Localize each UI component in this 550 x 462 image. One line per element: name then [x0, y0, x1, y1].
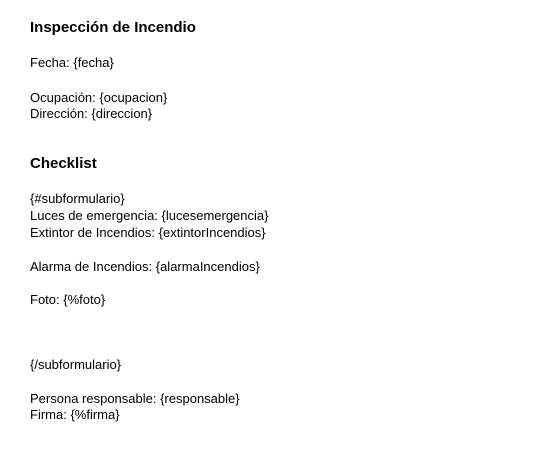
subform-close-tag: {/subformulario} [30, 357, 122, 372]
luces-field: Luces de emergencia: {lucesemergencia} [30, 208, 269, 223]
direccion-field: Dirección: {direccion} [30, 106, 153, 121]
responsable-field: Persona responsable: {responsable} [30, 391, 240, 406]
document-title: Inspección de Incendio [30, 19, 196, 36]
alarma-field: Alarma de Incendios: {alarmaIncendios} [30, 259, 260, 274]
checklist-heading: Checklist [30, 155, 97, 172]
firma-field: Firma: {%firma} [30, 407, 120, 422]
ocupacion-field: Ocupación: {ocupacion} [30, 90, 168, 105]
extintor-field: Extintor de Incendios: {extintorIncendios} [30, 225, 266, 240]
subform-open-tag: {#subformulario} [30, 191, 125, 206]
fecha-field: Fecha: {fecha} [30, 55, 114, 70]
foto-field: Foto: {%foto} [30, 292, 106, 307]
